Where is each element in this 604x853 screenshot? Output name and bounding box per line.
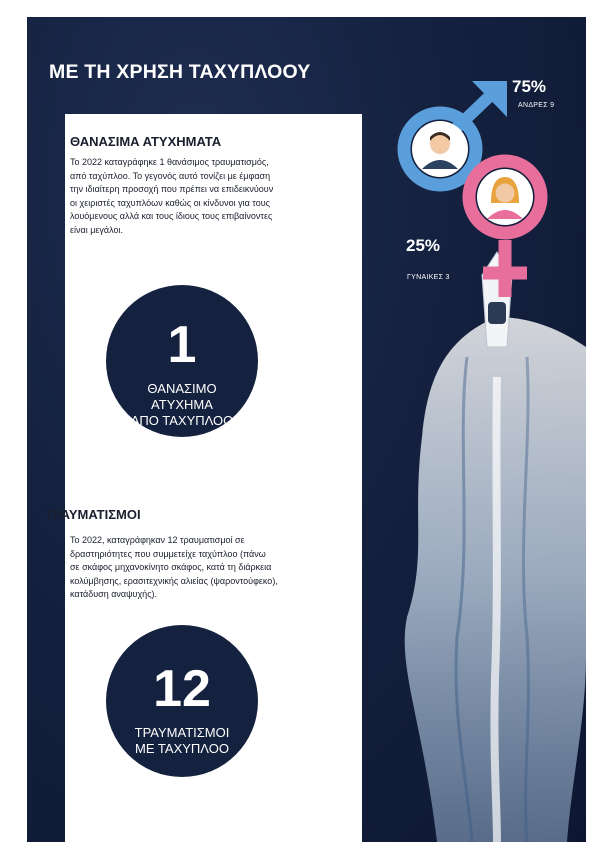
stat-label-line: ΑΠΟ ΤΑΧΥΠΛΟΟ xyxy=(130,413,234,428)
injuries-text xyxy=(70,534,278,602)
men-percentage: 75% xyxy=(512,77,547,96)
injuries-stat-value: 12 xyxy=(153,660,211,718)
gender-graphic xyxy=(387,77,577,307)
text-line: δραστηριότητες που συμμετείχε ταχύπλοο (πάνω xyxy=(70,548,266,559)
stat-label-line: ΜΕ ΤΑΧΥΠΛΟΟ xyxy=(135,741,229,756)
stat-label-line: ΑΤΥΧΗΜΑ xyxy=(151,397,213,412)
fatal-accidents-text xyxy=(70,156,273,237)
fatal-stat-label xyxy=(106,381,258,429)
infographic-poster xyxy=(27,17,586,842)
text-line: κατάδυση αναψυχής). xyxy=(70,589,158,599)
injuries-heading: ΤΡΑΥΜΑΤΙΣΜΟΙ xyxy=(45,507,141,522)
stat-label-line: ΘΑΝΑΣΙΜΟ xyxy=(147,381,217,396)
injuries-stat-circle xyxy=(106,625,258,777)
fatal-stat-value: 1 xyxy=(167,316,197,374)
text-line: την ιδιαίτερη προσοχή που πρέπει να επιδεικνύουν xyxy=(70,184,274,194)
fatal-accidents-heading: ΘΑΝΑΣΙΜΑ ΑΤΥΧΗΜΑΤΑ xyxy=(70,134,222,149)
text-line: λουόμενους αλλά και τους ίδιους τους επιβαίνοντες xyxy=(70,211,273,221)
page-title: ΜΕ ΤΗ ΧΡΗΣΗ ΤΑΧΥΠΛΟΟΥ xyxy=(49,61,311,83)
men-label: ΑΝΔΡΕΣ 9 xyxy=(518,102,555,109)
content-panel xyxy=(45,114,362,842)
text-line: από ταχύπλοο. Το γεγονός αυτό τονίζει με έμφαση xyxy=(70,170,271,181)
women-percentage: 25% xyxy=(406,236,441,255)
stat-label-line: ΤΡΑΥΜΑΤΙΣΜΟΙ xyxy=(134,725,230,740)
text-line: κολύμβησης, ερασιτεχνικής αλιείας (ψαροντούφεκο), xyxy=(70,575,278,586)
text-line: Το 2022 καταγράφηκε 1 θανάσιμος τραυματισμός, xyxy=(70,157,269,167)
fatal-stat-circle xyxy=(106,285,258,437)
women-label: ΓΥΝΑΙΚΕΣ 3 xyxy=(407,274,450,281)
text-line: είναι μεγάλοι. xyxy=(70,224,123,235)
injuries-stat-label xyxy=(106,725,258,757)
text-line: οι χειριστές ταχυπλόων καθώς οι κίνδυνοι για τους xyxy=(70,197,271,208)
text-line: Το 2022, καταγράφηκαν 12 τραυματισμοί σε xyxy=(70,535,245,545)
text-line: σε σκάφος μηχανοκίνητο σκάφος, κατά τη διάρκεια xyxy=(70,562,272,572)
